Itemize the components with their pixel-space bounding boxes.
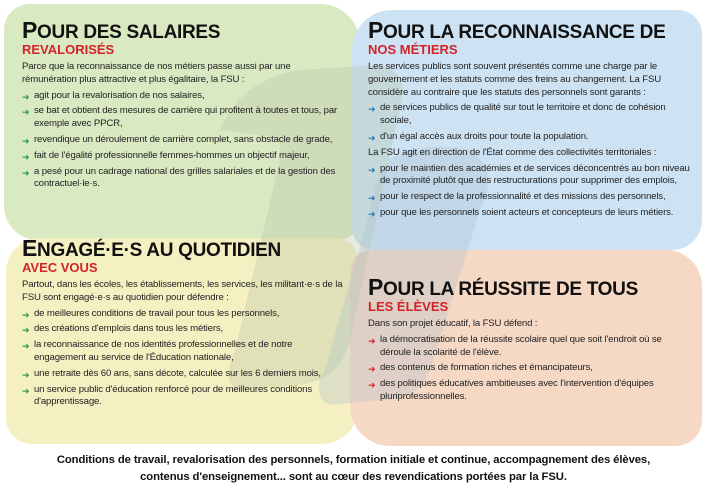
arrow-right-icon: ➜ [368,208,376,219]
list-item: ➜ de services publics de qualité sur tout le territoire et donc de cohésion sociale, [368,102,666,127]
arrow-right-icon: ➜ [22,369,30,380]
section-salaires [22,17,344,194]
arrow-right-icon: ➜ [368,132,376,143]
list-item: ➜ la démocratisation de la réussite scolaire quel que soit l'endroit où se déroule la scolarité de l'élève. [368,333,662,358]
list-item: ➜ se bat et obtient des mesures de carrière qui profitent à toutes et tous, par exemple avec PPCR, [22,105,338,130]
arrow-right-icon: ➜ [22,135,30,146]
list-item: ➜ fait de l'égalité professionnelle femmes-hommes un objectif majeur, [22,149,310,162]
arrow-right-icon: ➜ [22,325,30,336]
list-item: ➜ un service public d'éducation renforcé pour de meilleures conditions d'apprentissage. [22,383,313,408]
list-item: ➜ agit pour la revalorisation de nos salaires, [22,89,205,102]
reconnaissance-intro: Les services publics sont souvent présentés comme une charge par le gouvernement et les statuts comme des freins au changement. La FSU considère au contraire que les statuts des personnels sont garants : [368,61,661,98]
list-item: ➜ des créations d'emplois dans tous les métiers, [22,323,224,336]
list-item: ➜ des politiques éducatives ambitieuses avec l'intervention d'équipes pluriprofessionnelles. [368,378,654,402]
arrow-right-icon: ➜ [368,364,376,375]
list-item: ➜ d'un égal accès aux droits pour toute la population. [368,130,589,143]
arrow-right-icon: ➜ [368,380,376,391]
salaires-title: POUR DES SALAIRES [22,17,221,43]
salaires-intro: Parce que la reconnaissance de nos métiers passe aussi par une rémunération plus attractive et plus égalitaire, la FSU : [22,61,291,85]
section-reussite [368,274,690,407]
section-reconnaissance [368,17,690,223]
arrow-right-icon: ➜ [368,193,376,204]
footer-line-1: Conditions de travail, revalorisation des personnels, formation initiale et continue, accompagnement des élèves, [56,454,651,466]
reussite-subtitle: LES ÉLÈVES [368,299,449,314]
footer-statement [0,452,707,486]
arrow-right-icon: ➜ [22,309,30,320]
engage-subtitle: AVEC VOUS [22,260,98,275]
list-item: ➜ pour le maintien des académies et de services déconcentrés au bon niveau de proximité plutôt que des restructurations pour supprimer des emplois, [368,162,690,187]
arrow-right-icon: ➜ [22,385,30,396]
arrow-right-icon: ➜ [22,167,30,178]
arrow-right-icon: ➜ [368,104,376,115]
list-item: ➜ pour que les personnels soient acteurs et concepteurs de leurs métiers. [368,206,674,219]
salaires-subtitle: REVALORISÉS [22,42,115,57]
reconnaissance-intro-2: La FSU agit en direction de l'État comme des collectivités territoriales : [368,146,657,158]
reussite-list [368,334,690,404]
section-engage [22,235,344,412]
reconnaissance-list-2 [368,163,690,220]
list-item: ➜ revendique un déroulement de carrière complet, sans obstacle de grade, [22,133,333,146]
reconnaissance-list [368,102,690,143]
reconnaissance-subtitle: NOS MÉTIERS [368,42,458,57]
reussite-title: POUR LA RÉUSSITE DE TOUS [368,274,638,300]
list-item: ➜ la reconnaissance de nos identités professionnelles et de notre engagement au service de l'Éducation nationale, [22,339,293,363]
arrow-right-icon: ➜ [22,107,30,118]
list-item: ➜ a pesé pour un cadrage national des grilles salariales et de la gestion des contractuel·le·s. [22,165,336,190]
footer-line-2: contenus d'enseignement... sont au cœur des revendications portées par la FSU. [140,471,567,483]
arrow-right-icon: ➜ [368,335,376,346]
list-item: ➜ des contenus de formation riches et émancipateurs, [368,362,593,375]
engage-intro: Partout, dans les écoles, les établissements, les services, les militant·e·s de la FSU sont engagé·e·s au quotidien pour défendre : [22,279,343,303]
arrow-right-icon: ➜ [22,151,30,162]
salaires-list [22,90,344,192]
arrow-right-icon: ➜ [22,341,30,352]
engage-list [22,308,344,410]
engage-title: ENGAGÉ·E·S AU QUOTIDIEN [22,235,281,261]
list-item: ➜ de meilleures conditions de travail pour tous les personnels, [22,307,280,320]
reussite-intro: Dans son projet éducatif, la FSU défend : [368,318,538,329]
list-item: ➜ pour le respect de la professionnalité et des missions des personnels, [368,191,666,204]
arrow-right-icon: ➜ [368,164,376,175]
arrow-right-icon: ➜ [22,91,30,102]
list-item: ➜ une retraite dès 60 ans, sans décote, calculée sur les 6 derniers mois, [22,367,321,380]
reconnaissance-title: POUR LA RECONNAISSANCE DE [368,17,666,43]
